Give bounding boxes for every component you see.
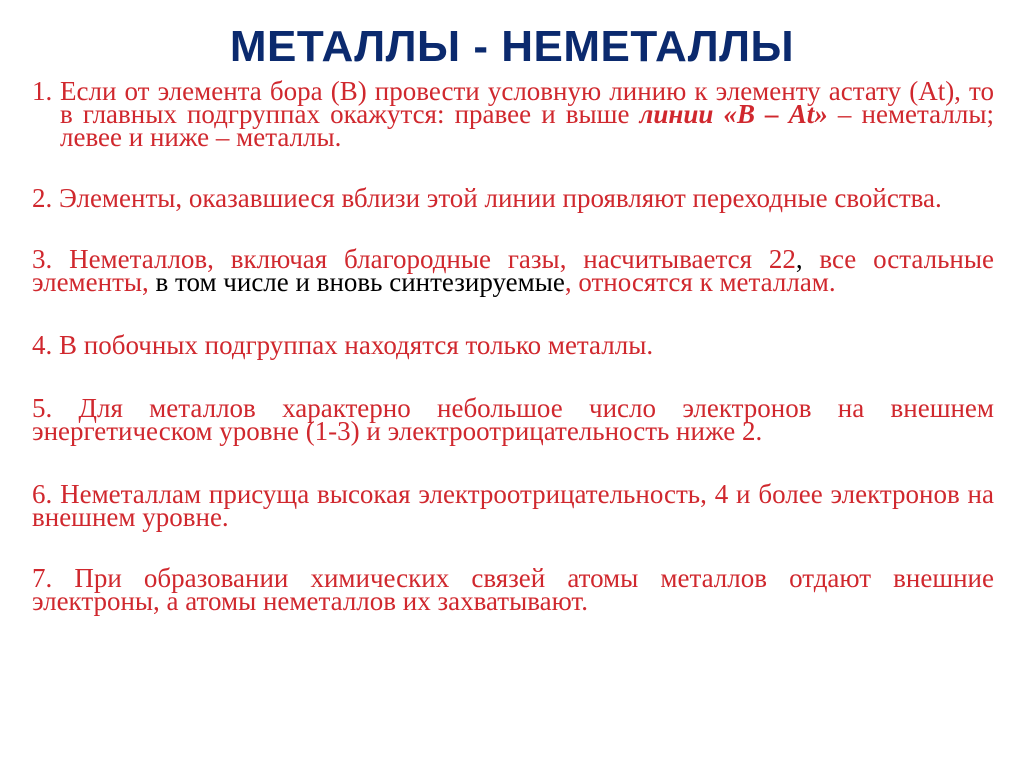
item-1-text-b: – неметаллы; левее и ниже – металлы. [60, 99, 994, 152]
list-item-4: 4. В побочных подгруппах находятся только металлы. [32, 330, 654, 360]
list-item-6: 6. Неметаллам присуща высокая электроотрицательность, 4 и более электронов на внешнем уровне. [32, 479, 994, 532]
item-1-text-a: Если от элемента бора (В) провести условную линию к элементу астату (At), то в главных подгруппах окажутся: правее и выше [60, 76, 994, 129]
item-3-text-b: все остальные элементы, [32, 244, 994, 297]
item-3-text-black: в том числе и вновь синтезируемые [148, 267, 565, 297]
list-item-5: 5. Для металлов характерно небольшое число электронов на внешнем энергетическом уровне (1-3) и электроотрицательность ниже 2. [32, 393, 994, 446]
list-item-3 [32, 244, 994, 297]
item-1-emphasis: линии «В – At» [639, 99, 828, 129]
list-item-1 [32, 76, 994, 152]
item-3-text-c: , относятся к металлам. [564, 267, 836, 297]
item-list [32, 76, 994, 616]
item-3-comma: , [795, 244, 803, 274]
item-1-number: 1. [32, 76, 53, 106]
slide-title: МЕТАЛЛЫ - НЕМЕТАЛЛЫ [229, 22, 795, 71]
list-item-7: 7. При образовании химических связей атомы металлов отдают внешние электроны, а атомы неметаллов их захватывают. [32, 563, 994, 616]
item-3-text-a: 3. Неметаллов, включая благородные газы, насчитывается 22 [32, 244, 796, 274]
list-item-2: 2. Элементы, оказавшиеся вблизи этой линии проявляют переходные свойства. [32, 183, 942, 213]
item-1-body [60, 76, 994, 152]
